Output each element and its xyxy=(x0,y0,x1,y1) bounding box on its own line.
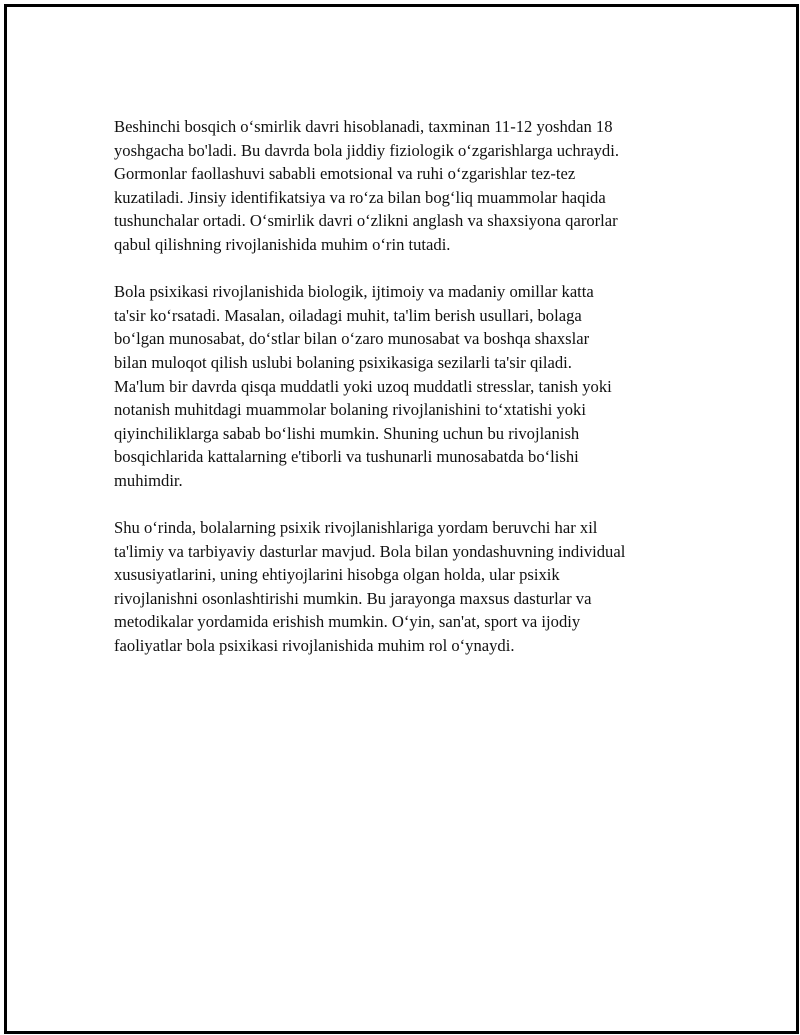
text-line: rivojlanishni osonlashtirishi mumkin. Bu jarayonga maxsus dasturlar va xyxy=(114,588,592,608)
text-line: xususiyatlarini, uning ehtiyojlarini hisobga olgan holda, ular psixik xyxy=(114,565,560,585)
paragraph-2 xyxy=(114,280,689,492)
paragraph-1 xyxy=(114,115,689,257)
text-line: notanish muhitdagi muammolar bolaning rivojlanishini to‘xtatishi yoki xyxy=(114,400,586,420)
text-line: tushunchalar ortadi. O‘smirlik davri o‘zlikni anglash va shaxsiyona qarorlar xyxy=(114,211,618,231)
text-line: metodikalar yordamida erishish mumkin. O‘yin, san'at, sport va ijodiy xyxy=(114,612,581,632)
text-line: faoliyatlar bola psixikasi rivojlanishida muhim rol o‘ynaydi. xyxy=(114,636,515,656)
text-line: yoshgacha bo'ladi. Bu davrda bola jiddiy fiziologik o‘zgarishlarga uchraydi. xyxy=(114,140,619,160)
text-line: Ma'lum bir davrda qisqa muddatli yoki uzoq muddatli stresslar, tanish yoki xyxy=(114,376,612,396)
paragraph-3 xyxy=(114,516,689,658)
text-line: muhimdir. xyxy=(114,470,183,490)
text-line: bosqichlarida kattalarning e'tiborli va tushunarli munosabatda bo‘lishi xyxy=(114,447,579,467)
text-line: Gormonlar faollashuvi sababli emotsional va ruhi o‘zgarishlar tez-tez xyxy=(114,164,576,184)
text-line: ta'sir ko‘rsatadi. Masalan, oiladagi muhit, ta'lim berish usullari, bolaga xyxy=(114,305,582,325)
text-line: Shu o‘rinda, bolalarning psixik rivojlanishlariga yordam beruvchi har xil xyxy=(114,518,598,538)
text-line: bo‘lgan munosabat, do‘stlar bilan o‘zaro munosabat va boshqa shaxslar xyxy=(114,329,590,349)
document-body xyxy=(114,115,689,681)
text-line: bilan muloqot qilish uslubi bolaning psixikasiga sezilarli ta'sir qiladi. xyxy=(114,352,572,372)
text-line: qabul qilishning rivojlanishida muhim o‘rin tutadi. xyxy=(114,234,451,254)
text-line: kuzatiladi. Jinsiy identifikatsiya va ro‘za bilan bog‘liq muammolar haqida xyxy=(114,187,606,207)
text-line: ta'limiy va tarbiyaviy dasturlar mavjud. Bola bilan yondashuvning individual xyxy=(114,541,626,561)
text-line: Bola psixikasi rivojlanishida biologik, ijtimoiy va madaniy omillar katta xyxy=(114,282,594,302)
text-line: Beshinchi bosqich o‘smirlik davri hisoblanadi, taxminan 11-12 yoshdan 18 xyxy=(114,117,613,136)
text-line: qiyinchiliklarga sabab bo‘lishi mumkin. Shuning uchun bu rivojlanish xyxy=(114,423,580,443)
